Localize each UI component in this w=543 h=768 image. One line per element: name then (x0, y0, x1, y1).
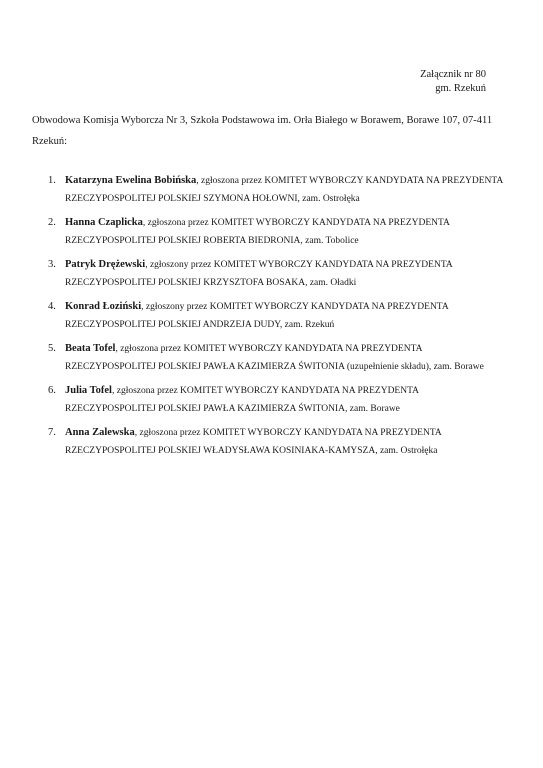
member-residence: zam. Borawe (349, 404, 400, 414)
list-item (48, 214, 508, 250)
member-residence: zam. Ostrołęka (302, 194, 360, 204)
item-number: 6. (48, 385, 56, 396)
list-item (48, 340, 508, 376)
member-residence: zam. Rzekuń (284, 320, 335, 330)
member-nomination: , zgłoszona przez KOMITET WYBORCZY KANDYDATA NA PREZYDENTA RZECZYPOSPOLITEJ POLSKIEJ WŁADYSŁAWA KOSINIAKA-KAMYSZA, (65, 428, 442, 456)
member-list (48, 172, 508, 466)
list-item (48, 172, 508, 208)
item-number: 5. (48, 343, 56, 354)
member-nomination: , zgłoszony przez KOMITET WYBORCZY KANDYDATA NA PREZYDENTA RZECZYPOSPOLITEJ POLSKIEJ ANDRZEJA DUDY, (65, 302, 449, 330)
member-name: Julia Tofel (65, 385, 112, 396)
list-item (48, 424, 508, 460)
member-residence: zam. Borawe (433, 362, 484, 372)
member-name: Katarzyna Ewelina Bobińska (65, 175, 197, 186)
item-number: 4. (48, 301, 56, 312)
member-name: Anna Zalewska (65, 427, 135, 438)
item-number: 3. (48, 259, 56, 270)
member-nomination: , zgłoszony przez KOMITET WYBORCZY KANDYDATA NA PREZYDENTA RZECZYPOSPOLITEJ POLSKIEJ KRZYSZTOFA BOSAKA, (65, 260, 453, 288)
member-nomination: , zgłoszona przez KOMITET WYBORCZY KANDYDATA NA PREZYDENTA RZECZYPOSPOLITEJ POLSKIEJ SZYMONA HOŁOWNI, (65, 176, 503, 204)
annex-municipality: gm. Rzekuń (435, 83, 486, 94)
member-nomination: , zgłoszona przez KOMITET WYBORCZY KANDYDATA NA PREZYDENTA RZECZYPOSPOLITEJ POLSKIEJ ROBERTA BIEDRONIA, (65, 218, 450, 246)
member-residence: zam. Tobolice (305, 236, 359, 246)
member-name: Hanna Czaplicka (65, 217, 143, 228)
list-item (48, 382, 508, 418)
committee-heading: Obwodowa Komisja Wyborcza Nr 3, Szkoła Podstawowa im. Orła Białego w Borawem, Borawe 107, 07-411 Rzekuń: (32, 115, 493, 147)
annex-header (420, 68, 486, 96)
member-name: Patryk Drężewski (65, 259, 146, 270)
list-item (48, 298, 508, 334)
member-name: Konrad Łoziński (65, 301, 142, 312)
member-residence: zam. Oładki (309, 278, 357, 288)
member-nomination: , zgłoszona przez KOMITET WYBORCZY KANDYDATA NA PREZYDENTA RZECZYPOSPOLITEJ POLSKIEJ PAWŁA KAZIMIERZA ŚWITONIA, (65, 386, 419, 414)
annex-number: Załącznik nr 80 (420, 69, 486, 80)
member-name: Beata Tofel (65, 343, 116, 354)
list-item (48, 256, 508, 292)
member-residence: zam. Ostrołęka (379, 446, 438, 456)
item-number: 1. (48, 175, 56, 186)
member-nomination: , zgłoszona przez KOMITET WYBORCZY KANDYDATA NA PREZYDENTA RZECZYPOSPOLITEJ POLSKIEJ PAWŁA KAZIMIERZA ŚWITONIA (uzupełnienie składu), (65, 344, 434, 372)
item-number: 7. (48, 427, 56, 438)
item-number: 2. (48, 217, 56, 228)
